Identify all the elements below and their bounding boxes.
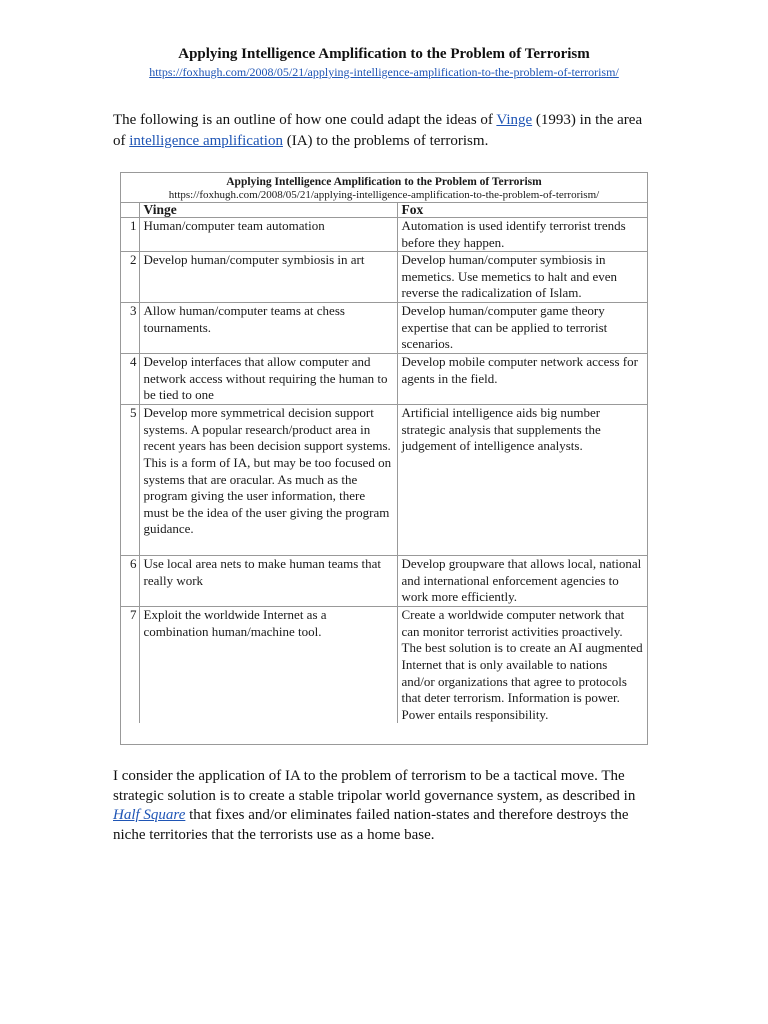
vinge-cell: Exploit the worldwide Internet as a combination human/machine tool. — [139, 607, 397, 724]
ia-table — [121, 203, 647, 723]
row-number: 3 — [121, 303, 139, 354]
vinge-cell: Allow human/computer teams at chess tournaments. — [139, 303, 397, 354]
intro-text-1: The following is an outline of how one could adapt the ideas of — [113, 112, 497, 128]
table-title: Applying Intelligence Amplification to the Problem of Terrorism — [226, 176, 542, 188]
header-vinge: Vinge — [139, 203, 397, 218]
half-square-link[interactable]: Half Square — [113, 807, 186, 823]
table-row — [121, 556, 647, 607]
intro-text-3: (IA) to the problems of terrorism. — [282, 133, 489, 149]
table-url: https://foxhugh.com/2008/05/21/applying-intelligence-amplification-to-the-problem-of-terrorism/ — [168, 189, 600, 201]
table-row — [121, 405, 647, 556]
fox-cell: Develop human/computer symbiosis in memetics. Use memetics to halt and even reverse the radicalization of Islam. — [397, 252, 647, 303]
row-number: 5 — [121, 405, 139, 556]
table-row — [121, 607, 647, 724]
outro-text-2: that fixes and/or eliminates failed nation-states and therefore destroys the niche territories that the terrorists use as a home base. — [113, 807, 629, 843]
fox-cell: Develop mobile computer network access for agents in the field. — [397, 354, 647, 405]
ia-table-figure — [120, 172, 648, 745]
vinge-cell: Develop human/computer symbiosis in art — [139, 252, 397, 303]
fox-cell: Create a worldwide computer network that can monitor terrorist activities proactively. The best solution is to create an AI augmented Internet that is only available to nations and/or organizations that agree to protocols that deter terrorism. Information is power. Power entails responsibility. — [397, 607, 647, 724]
row-number: 2 — [121, 252, 139, 303]
vinge-cell: Develop interfaces that allow computer and network access without requiring the human to be tied to one — [139, 354, 397, 405]
table-row — [121, 354, 647, 405]
intelligence-amplification-link[interactable]: intelligence amplification — [129, 133, 283, 149]
fox-cell: Artificial intelligence aids big number strategic analysis that supplements the judgement of intelligence analysts. — [397, 405, 647, 556]
table-row — [121, 218, 647, 252]
document-title: Applying Intelligence Amplification to the Problem of Terrorism — [178, 46, 590, 62]
table-heading — [121, 173, 647, 203]
vinge-cell: Human/computer team automation — [139, 218, 397, 252]
row-number: 4 — [121, 354, 139, 405]
fox-cell: Automation is used identify terrorist trends before they happen. — [397, 218, 647, 252]
fox-cell: Develop groupware that allows local, national and international enforcement agencies to work more efficiently. — [397, 556, 647, 607]
row-number: 1 — [121, 218, 139, 252]
outro-text-1: I consider the application of IA to the problem of terrorism to be a tactical move. The strategic solution is to create a stable tripolar world governance system, as described in — [113, 768, 636, 804]
row-number: 7 — [121, 607, 139, 724]
outro-paragraph — [113, 767, 643, 845]
document-url-link[interactable]: https://foxhugh.com/2008/05/21/applying-intelligence-amplification-to-the-problem-of-terrorism/ — [149, 65, 619, 79]
table-header-row — [121, 203, 647, 218]
intro-paragraph — [113, 110, 658, 152]
table-row — [121, 303, 647, 354]
vinge-cell: Develop more symmetrical decision support systems. A popular research/product area in recent years has been decision support systems. This is a form of IA, but may be too focused on systems that are oracular. As much as the program giving the user information, there must be the idea of the user giving the program guidance. — [139, 405, 397, 556]
intro-text-2: (1993) in the area of — [113, 112, 643, 149]
header-number-cell — [121, 203, 139, 218]
table-row — [121, 252, 647, 303]
vinge-link[interactable]: Vinge — [496, 112, 533, 128]
vinge-cell: Use local area nets to make human teams that really work — [139, 556, 397, 607]
row-number: 6 — [121, 556, 139, 607]
header-fox: Fox — [397, 203, 647, 218]
fox-cell: Develop human/computer game theory expertise that can be applied to terrorist scenarios. — [397, 303, 647, 354]
document-url-line — [0, 65, 768, 80]
